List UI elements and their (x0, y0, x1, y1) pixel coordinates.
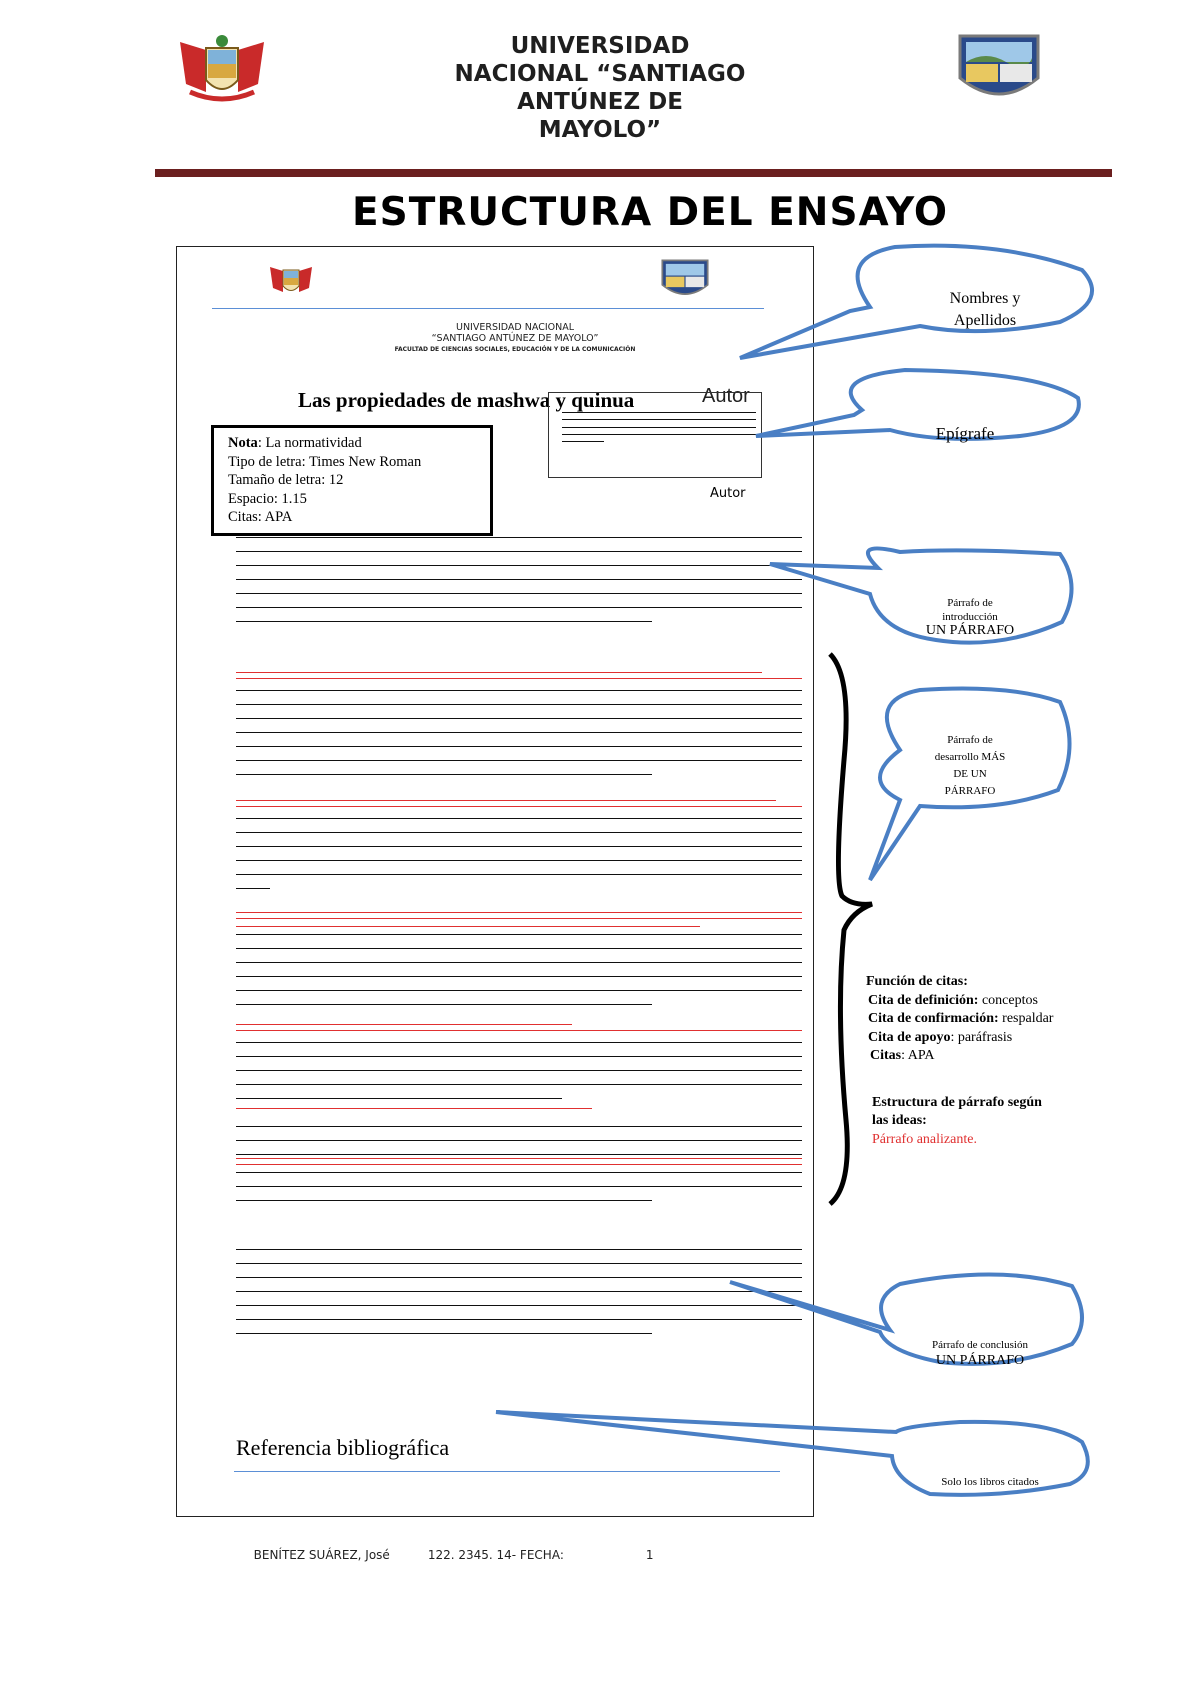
cita-label: Citas (870, 1048, 902, 1063)
callout-line: introducción (942, 611, 998, 623)
epigrafe-callout-text: Epígrafe (935, 424, 995, 443)
callout-line: Apellidos (953, 312, 1017, 329)
conclusion-callout-text (900, 1338, 1060, 1368)
cita-label: Cita de definición: (868, 992, 979, 1008)
desarrollo-callout-text (900, 732, 1040, 800)
university-header-line: MAYOLO” (538, 117, 662, 143)
sheet-faculty: FACULTAD DE CIENCIAS SOCIALES, EDUCACIÓN Y DE LA COMUNICACIÓN (394, 346, 636, 353)
nota-line: Citas: APA (228, 509, 293, 525)
footer (246, 1534, 654, 1562)
callout-line: UN PÁRRAFO (925, 623, 1015, 638)
estructura-line: las ideas: (872, 1113, 927, 1128)
callout-line: Párrafo de (947, 734, 993, 746)
callout-line: Párrafo de (947, 597, 993, 609)
cita-item (866, 1029, 1166, 1048)
sheet-university-name: UNIVERSIDAD NACIONAL (455, 322, 575, 333)
introduccion-callout-text (900, 596, 1040, 638)
page-title: ESTRUCTURA DEL ENSAYO (352, 190, 948, 235)
nota-label: Nota (228, 435, 258, 451)
footer-author: BENÍTEZ SUÁREZ, José (253, 1548, 390, 1562)
university-header-line: UNIVERSIDAD (510, 33, 690, 59)
nota-line: Tamaño de letra: 12 (228, 472, 344, 488)
nota-line: Espacio: 1.15 (228, 490, 307, 507)
university-header-line: ANTÚNEZ DE (517, 89, 683, 115)
autor-label: Autor (702, 385, 750, 407)
cita-label: Cita de confirmación: (868, 1011, 999, 1026)
nombres-callout-text (900, 288, 1070, 332)
references-title: Referencia bibliográfica (236, 1435, 450, 1460)
nota-value: : La normatividad (257, 435, 362, 451)
referencias-callout-text: Solo los libros citados (941, 1476, 1039, 1488)
sheet-university-name-2: “SANTIAGO ANTÚNEZ DE MAYOLO” (431, 333, 599, 344)
citation-notes (866, 973, 1166, 1149)
callout-line: PÁRRAFO (944, 785, 996, 797)
cita-item (866, 992, 1166, 1011)
cita-item (866, 1047, 1166, 1066)
nota-line: Tipo de letra: Times New Roman (228, 453, 422, 470)
cita-item (866, 1010, 1166, 1029)
callout-line: Párrafo de conclusión (932, 1339, 1028, 1351)
references-rule (234, 1471, 780, 1472)
essay-title: Las propiedades de mashwa y quinua (298, 388, 635, 412)
footer-page: 1 (645, 1548, 654, 1562)
estructura-title (866, 1094, 1166, 1131)
estructura-line: Estructura de párrafo según (872, 1094, 1042, 1110)
cita-label: Cita de apoyo (868, 1029, 951, 1045)
cita-text: : paráfrasis (950, 1029, 1013, 1045)
cita-text: : APA (901, 1048, 935, 1063)
footer-code: 122. 2345. 14- FECHA: (427, 1548, 564, 1562)
citas-title: Función de citas: (866, 974, 968, 989)
callout-line: Nombres y (949, 290, 1021, 307)
callout-line: DE UN (953, 768, 987, 780)
autor-signature: Autor (710, 486, 746, 501)
cita-text: conceptos (978, 992, 1038, 1008)
callout-line: UN PÁRRAFO (935, 1353, 1025, 1368)
callout-line: desarrollo MÁS (934, 751, 1006, 763)
university-header-line: NACIONAL “SANTIAGO (454, 61, 746, 87)
cita-text: respaldar (998, 1011, 1054, 1026)
estructura-value: Párrafo analizante. (872, 1131, 977, 1147)
